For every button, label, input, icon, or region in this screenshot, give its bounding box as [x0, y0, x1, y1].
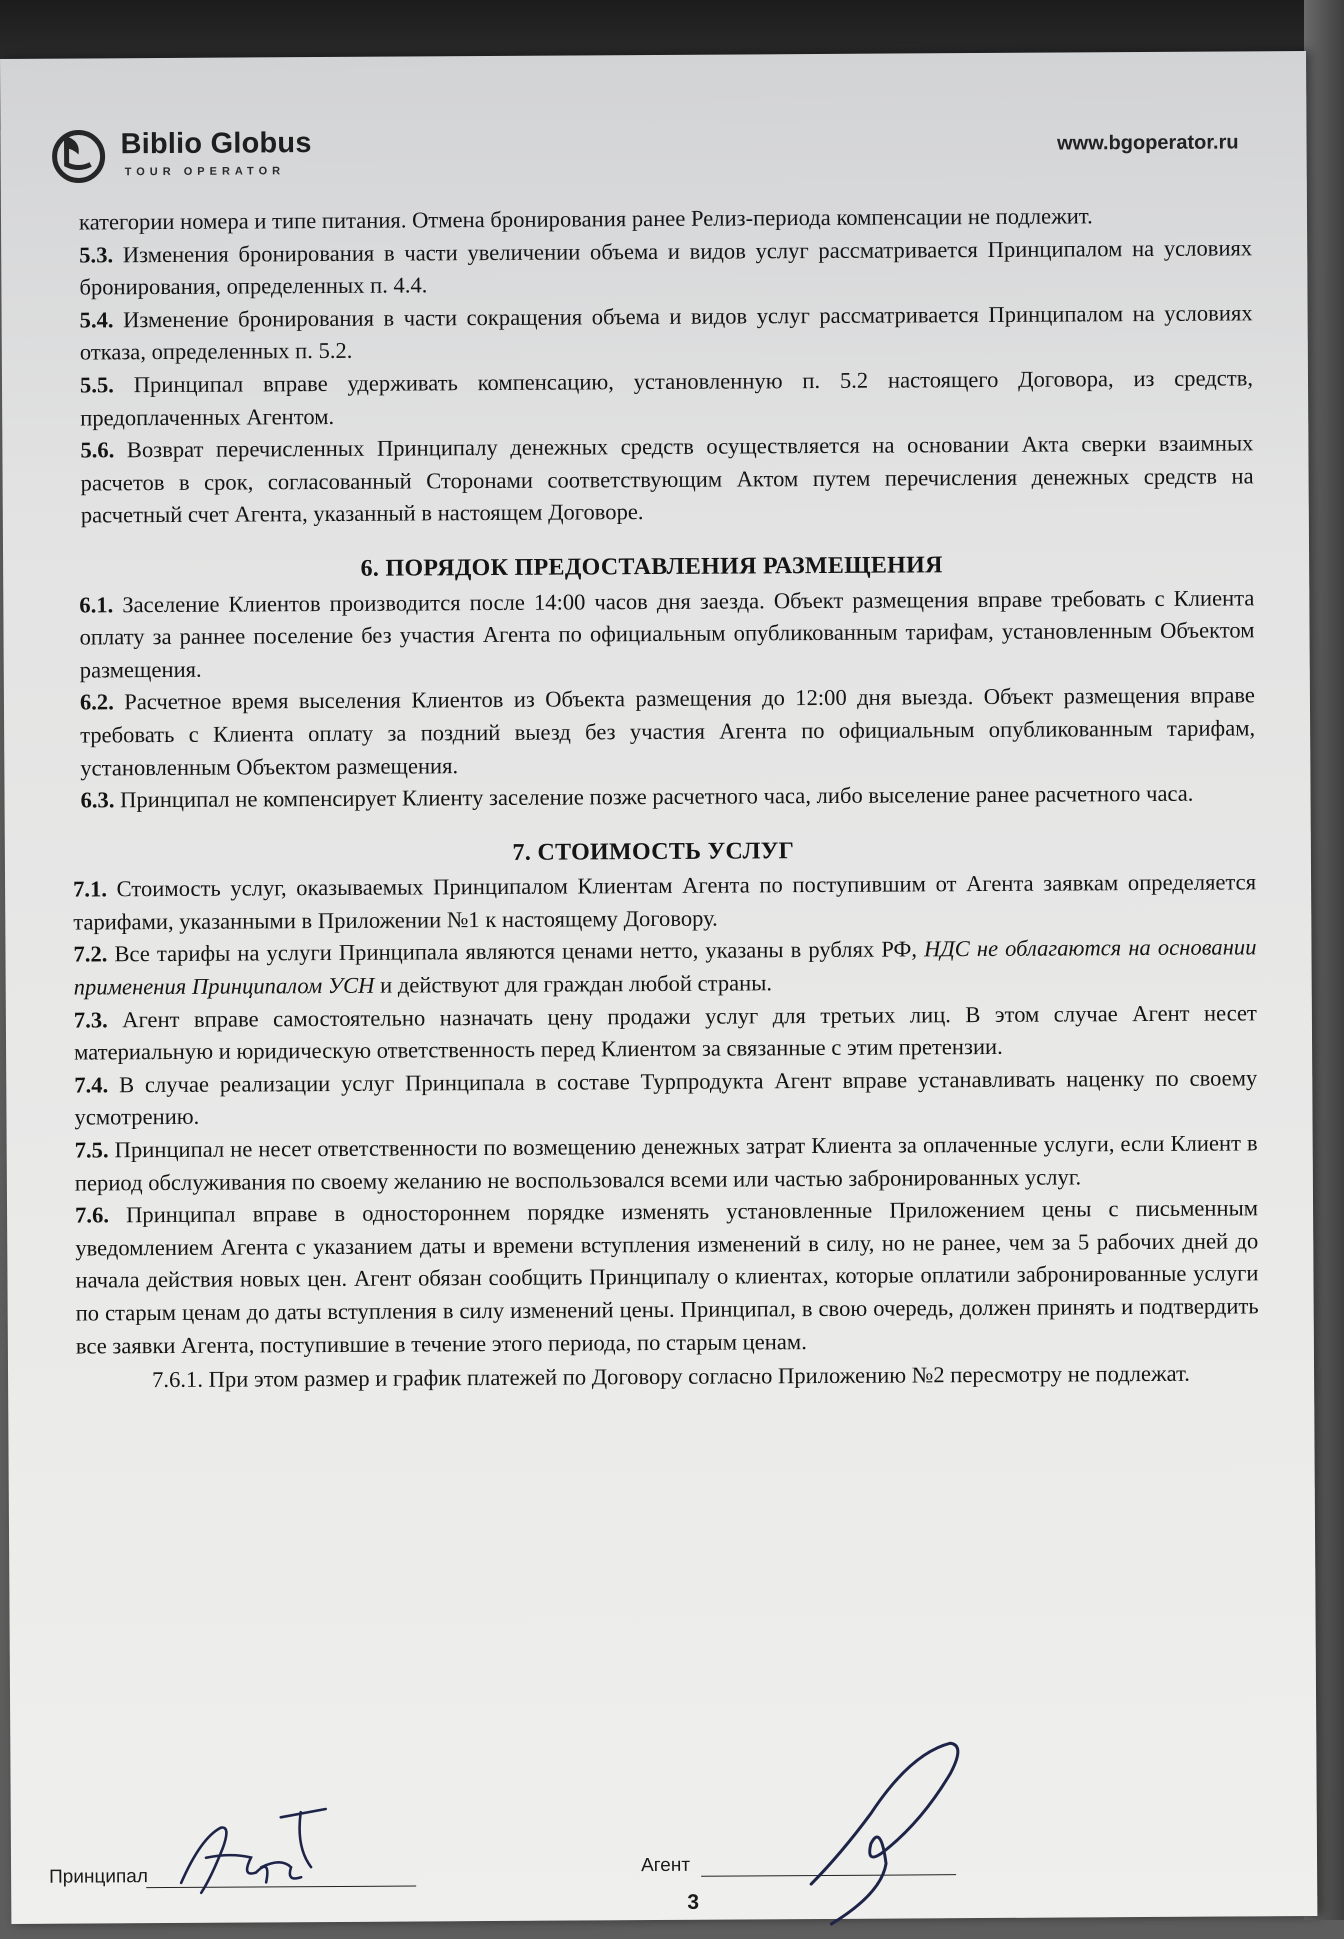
agent-signature-icon [770, 1733, 971, 1934]
clause-5-5 [48, 362, 1253, 435]
clause-number: 6.2. [79, 689, 114, 715]
website-link[interactable]: www.bgoperator.ru [1056, 131, 1239, 155]
document-page [0, 51, 1317, 1924]
clause-text: Стоимость услуг, оказываемых Принципалом Клиентам Агента по поступившим от Агента заявкам определяется тарифами, указанными в Приложении №1 к настоящему Договору. [73, 869, 1257, 935]
clause-text: Принципал вправе в одностороннем порядке изменять установленные Приложением цены с письменным уведомлением Агента с указанием даты и времени вступления изменений в силу, но не ранее, чем за 5 рабочих дней до начала действия новых цен. Агент обязан сообщить Принципалу о клиентах, которые оплатили забронированные услуги по старым ценам до даты вступления в силу изменений цены. Принципал, в свою очередь, должен принять и подтвердить все заявки Агента, поступившие в течение этого периода, по старым ценам. [75, 1195, 1259, 1359]
clause-text: При этом размер и график платежей по Договору согласно Приложению №2 пересмотру не подлежат. [208, 1360, 1190, 1392]
clause-number: 7.3. [73, 1007, 108, 1033]
clause-text: Расчетное время выселения Клиентов из Объекта размещения до 12:00 дня выезда. Объект размещения вправе требовать с Клиента оплату за поздний выезд без участия Агента по официальным опубликованным тарифам, установленным Объектом размещения. [80, 682, 1256, 781]
clause-number: 7.6.1. [152, 1366, 204, 1393]
clause-7-6-1 [54, 1358, 1259, 1398]
clause-number: 7.5. [74, 1137, 109, 1163]
clause-text: Изменения бронирования в части увеличении объема и видов услуг рассматривается Принципалом на условиях бронирования, определенных п. 4.4. [79, 234, 1253, 300]
clause-text: Все тарифы на услуги Принципала являются ценами нетто, указаны в рублях РФ, [114, 936, 918, 967]
clause-number: 6.3. [80, 787, 115, 813]
brand-name: Biblio Globus [120, 127, 312, 161]
clause-7-3 [52, 997, 1257, 1070]
principal-label: Принципал [49, 1866, 148, 1888]
clause-text: Заселение Клиентов производится после 14:00 часов дня заезда. Объект размещения вправе требовать с Клиента оплату за раннее поселение без участия Агента по официальным опубликованным тарифам, установленным Объектом размещения. [79, 584, 1255, 683]
clause-number: 7.4. [74, 1072, 109, 1098]
clause-number: 7.6. [75, 1202, 110, 1228]
clause-7-6 [53, 1193, 1259, 1363]
clause-number: 7.1. [73, 876, 108, 902]
page-header [48, 112, 1239, 199]
clause-number: 7.2. [73, 941, 108, 968]
clause-7-5 [53, 1127, 1258, 1200]
clause-text: Агент вправе самостоятельно назначать цену продажи услуг для третьих лиц. В этом случае Агент несет материальную и юридическую ответственность перед Клиентом за связанные с этим претензии. [74, 999, 1257, 1065]
clause-number: 5.4. [79, 307, 114, 333]
clause-text: Принципал не несет ответственности по возмещению денежных затрат Клиента за оплаченные услуги, если Клиент в период обслуживания по своему желанию не воспользовался всеми или частью забронированных услуг. [74, 1130, 1258, 1196]
principal-signature-icon [161, 1797, 342, 1908]
biblio-globus-logo-icon [48, 124, 108, 184]
clause-7-2 [51, 932, 1256, 1005]
clause-text: Изменение бронирования в части сокращения объема и видов услуг рассматривается Принципалом на условиях отказа, определенных п. 5.2. [79, 300, 1253, 365]
page-number: 3 [687, 1890, 700, 1914]
clause-7-4 [52, 1062, 1257, 1135]
clause-number: 5.6. [80, 437, 115, 463]
clause-text: Возврат перечисленных Принципалу денежных средств осуществляется на основании Акта сверки взаимных расчетов в срок, согласованный Сторонами соответствующим Актом путем перечисления денежных средств на расчетный счет Агента, указанный в настоящем Договоре. [80, 430, 1254, 528]
clause-number: 5.3. [79, 241, 114, 268]
section-7-title: 7. СТОИМОСТЬ УСЛУГ [512, 837, 795, 866]
section-6-title: 6. ПОРЯДОК ПРЕДОСТАВЛЕНИЯ РАЗМЕЩЕНИЯ [360, 552, 943, 582]
clause-7-1 [51, 867, 1256, 940]
clause-text: Принципал не компенсирует Клиенту заселение позже расчетного часа, либо выселение ранее расчетного часа. [120, 780, 1194, 813]
clause-6-2 [50, 680, 1256, 785]
contract-body [47, 199, 1259, 1397]
clause-number: 5.5. [79, 372, 114, 398]
clause-5-4 [48, 297, 1253, 370]
clause-text: В случае реализации услуг Принципала в составе Турпродукта Агент вправе устанавливать наценку по своему усмотрению. [74, 1065, 1258, 1130]
clause-text-end: и действуют для граждан любой страны. [380, 970, 773, 998]
clause-5-6 [48, 427, 1254, 532]
vat-note: НДС не облагаются на основании применения Принципалом УСН [73, 934, 1257, 1000]
agent-label: Агент [640, 1854, 691, 1877]
clause-text: Принципал вправе удерживать компенсацию, установленную п. 5.2 настоящего Договора, из средств, предоплаченных Агентом. [80, 365, 1254, 431]
clause-6-1 [49, 582, 1255, 687]
continuation-paragraph: категории номера и типе питания. Отмена бронирования ранее Релиз-периода компенсации не подлежит. [78, 203, 1093, 235]
clause-5-3 [47, 232, 1252, 305]
clause-6-3 [50, 777, 1255, 817]
signature-block [11, 1771, 1318, 1924]
clause-number: 6.1. [79, 591, 114, 618]
brand-subtitle: TOUR OPERATOR [124, 165, 286, 179]
